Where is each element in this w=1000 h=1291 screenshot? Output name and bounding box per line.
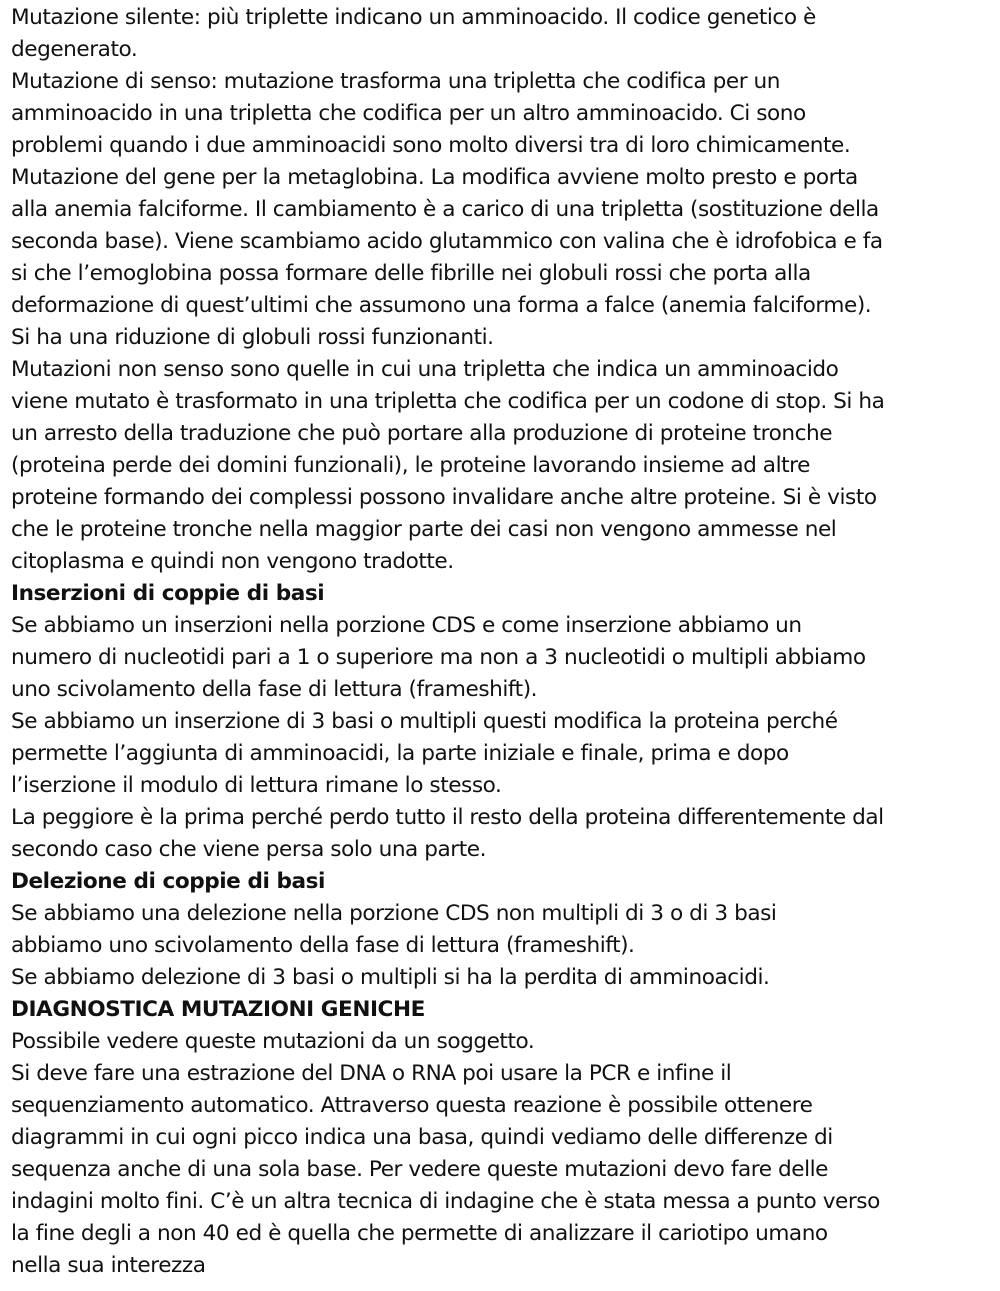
text-line: sequenza anche di una sola base. Per vedere queste mutazioni devo fare delle — [11, 1157, 829, 1182]
text-line: proteine formando dei complessi possono invalidare anche altre proteine. Si è visto — [11, 485, 877, 510]
text-line: degenerato. — [11, 37, 138, 62]
text-line: Se abbiamo una delezione nella porzione CDS non multipli di 3 o di 3 basi — [11, 901, 777, 926]
text-line: Mutazione di senso: mutazione trasforma una tripletta che codifica per un — [11, 69, 781, 94]
text-line: si che l’emoglobina possa formare delle fibrille nei globuli rossi che porta alla — [11, 261, 811, 286]
text-line: La peggiore è la prima perché perdo tutto il resto della proteina differentemente dal — [11, 805, 884, 830]
text-line: amminoacido in una tripletta che codifica per un altro amminoacido. Ci sono — [11, 101, 806, 126]
text-line: viene mutato è trasformato in una tripletta che codifica per un codone di stop. Si ha — [11, 389, 885, 414]
text-line: la fine degli a non 40 ed è quella che permette di analizzare il cariotipo umano — [11, 1221, 828, 1246]
text-line: numero di nucleotidi pari a 1 o superiore ma non a 3 nucleotidi o multipli abbiamo — [11, 645, 866, 670]
text-line: un arresto della traduzione che può portare alla produzione di proteine tronche — [11, 421, 833, 446]
text-line: Possibile vedere queste mutazioni da un soggetto. — [11, 1029, 535, 1054]
text-line: (proteina perde dei domini funzionali), le proteine lavorando insieme ad altre — [11, 453, 810, 478]
text-line: l’iserzione il modulo di lettura rimane lo stesso. — [11, 773, 502, 798]
text-line: sequenziamento automatico. Attraverso questa reazione è possibile ottenere — [11, 1093, 813, 1118]
text-line: deformazione di quest’ultimi che assumono una forma a falce (anemia falciforme). — [11, 293, 872, 318]
text-line: Se abbiamo delezione di 3 basi o multipli si ha la perdita di amminoacidi. — [11, 965, 770, 990]
text-line: alla anemia falciforme. Il cambiamento è a carico di una tripletta (sostituzione della — [11, 197, 879, 222]
section-heading: DIAGNOSTICA MUTAZIONI GENICHE — [11, 997, 425, 1022]
text-line: Se abbiamo un inserzione di 3 basi o multipli questi modifica la proteina perché — [11, 709, 838, 734]
text-line: Mutazione silente: più triplette indicano un amminoacido. Il codice genetico è — [11, 5, 816, 30]
section-heading: Inserzioni di coppie di basi — [11, 581, 325, 606]
text-line: secondo caso che viene persa solo una parte. — [11, 837, 486, 862]
text-line: permette l’aggiunta di amminoacidi, la parte iniziale e finale, prima e dopo — [11, 741, 789, 766]
text-line: Mutazioni non senso sono quelle in cui una tripletta che indica un amminoacido — [11, 357, 839, 382]
text-line: abbiamo uno scivolamento della fase di lettura (frameshift). — [11, 933, 635, 958]
text-line: seconda base). Viene scambiamo acido glutammico con valina che è idrofobica e fa — [11, 229, 883, 254]
text-line: indagini molto fini. C’è un altra tecnica di indagine che è stata messa a punto verso — [11, 1189, 880, 1214]
text-line: Se abbiamo un inserzioni nella porzione CDS e come inserzione abbiamo un — [11, 613, 802, 638]
text-line: uno scivolamento della fase di lettura (frameshift). — [11, 677, 538, 702]
text-line: problemi quando i due amminoacidi sono molto diversi tra di loro chimicamente. — [11, 133, 851, 158]
text-line: nella sua interezza — [11, 1253, 206, 1278]
text-line: citoplasma e quindi non vengono tradotte. — [11, 549, 454, 574]
text-line: che le proteine tronche nella maggior parte dei casi non vengono ammesse nel — [11, 517, 837, 542]
text-line: diagrammi in cui ogni picco indica una basa, quindi vediamo delle differenze di — [11, 1125, 833, 1150]
text-line: Si deve fare una estrazione del DNA o RNA poi usare la PCR e infine il — [11, 1061, 732, 1086]
text-line: Si ha una riduzione di globuli rossi funzionanti. — [11, 325, 494, 350]
section-heading: Delezione di coppie di basi — [11, 869, 325, 894]
text-line: Mutazione del gene per la metaglobina. La modifica avviene molto presto e porta — [11, 165, 858, 190]
